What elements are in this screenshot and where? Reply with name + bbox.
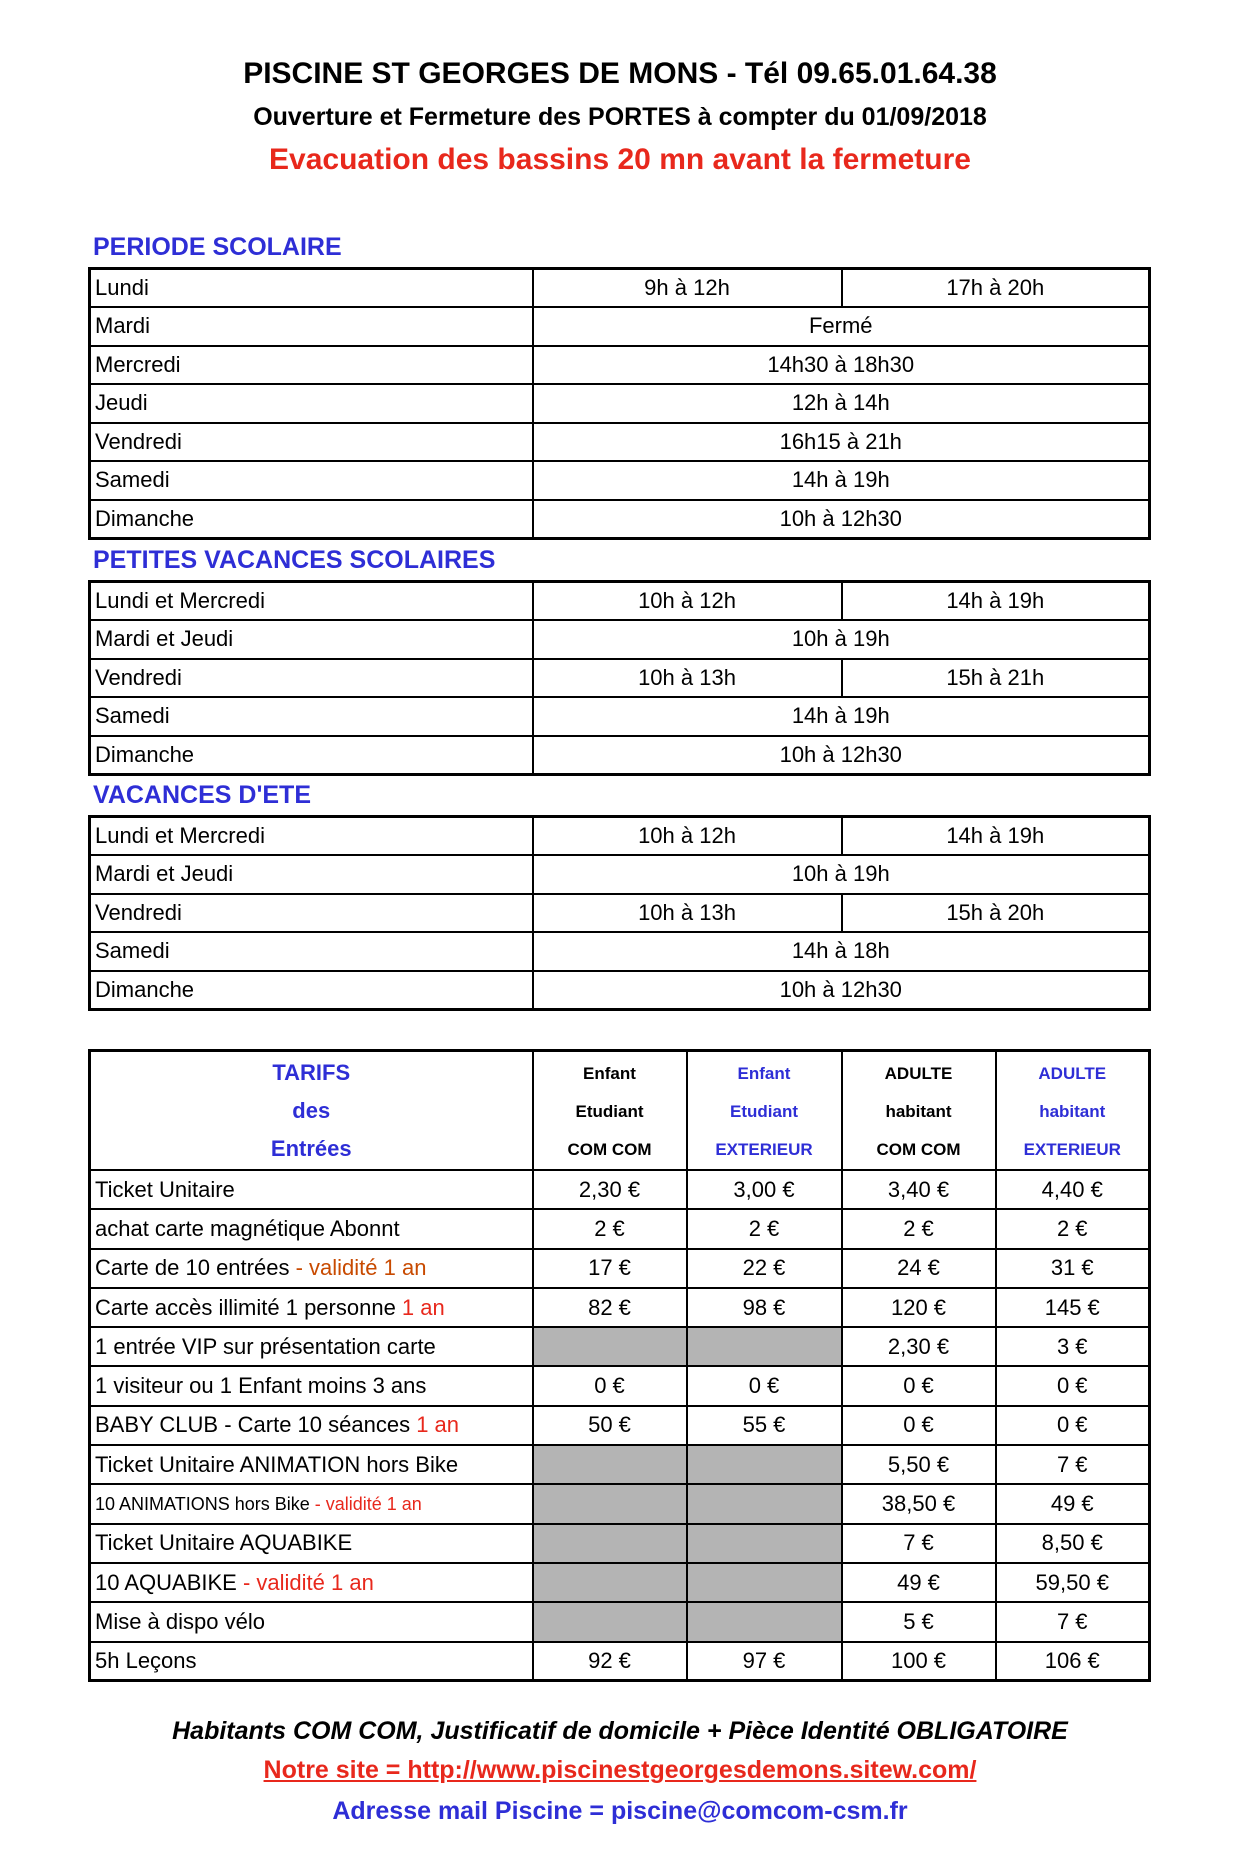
price-cell-unavailable	[687, 1445, 842, 1484]
tarif-row	[90, 1642, 1150, 1681]
column-header-line: Enfant	[583, 1064, 636, 1083]
price-cell: 38,50 €	[842, 1484, 996, 1523]
section-title-periode-scolaire: PERIODE SCOLAIRE	[93, 233, 342, 261]
price-cell: 98 €	[687, 1288, 842, 1327]
price-cell: 97 €	[687, 1642, 842, 1681]
price-cell: 8,50 €	[996, 1524, 1150, 1563]
column-header-line: Enfant	[737, 1064, 791, 1083]
tarif-validity-note: - validité 1 an	[289, 1255, 427, 1281]
price-cell: 50 €	[533, 1406, 687, 1445]
schedule-table-periode-scolaire	[88, 267, 1151, 540]
tarif-label-cell	[90, 1642, 533, 1681]
price-cell: 2 €	[687, 1209, 842, 1248]
price-cell-unavailable	[687, 1524, 842, 1563]
tarif-label: Carte accès illimité 1 personne	[95, 1294, 402, 1320]
hours-cell: Fermé	[533, 307, 1150, 346]
price-cell: 3,00 €	[687, 1170, 842, 1209]
price-cell: 24 €	[842, 1249, 996, 1288]
tarifs-title-line: TARIFS	[272, 1059, 351, 1085]
tarif-label-cell	[90, 1406, 533, 1445]
column-header-line: COM COM	[876, 1140, 961, 1159]
schedule-row	[90, 620, 1150, 659]
column-header-line: EXTERIEUR	[1023, 1140, 1121, 1159]
hours-cell: 10h à 12h30	[533, 971, 1150, 1010]
footer-note: Habitants COM COM, Justificatif de domicile + Pièce Identité OBLIGATOIRE	[172, 1717, 1068, 1745]
column-header-line: ADULTE	[884, 1064, 953, 1083]
price-cell: 0 €	[842, 1366, 996, 1405]
evacuation-warning: Evacuation des bassins 20 mn avant la fermeture	[269, 143, 971, 176]
day-cell: Lundi et Mercredi	[90, 817, 533, 856]
price-cell-unavailable	[687, 1563, 842, 1602]
price-cell: 49 €	[842, 1563, 996, 1602]
price-cell: 31 €	[996, 1249, 1150, 1288]
tarif-label: 1 entrée VIP sur présentation carte	[95, 1333, 436, 1359]
price-cell-unavailable	[687, 1327, 842, 1366]
day-cell: Mardi et Jeudi	[90, 855, 533, 894]
tarif-label-cell	[90, 1602, 533, 1641]
tarif-row	[90, 1484, 1150, 1523]
hours-cell: 14h à 18h	[533, 932, 1150, 971]
tarif-label-cell	[90, 1484, 533, 1523]
day-cell: Samedi	[90, 461, 533, 500]
price-cell: 5,50 €	[842, 1445, 996, 1484]
day-cell: Lundi	[90, 269, 533, 308]
price-cell-unavailable	[533, 1445, 687, 1484]
tarif-row	[90, 1288, 1150, 1327]
schedule-row	[90, 346, 1150, 385]
schedule-table-petites-vacances	[88, 580, 1151, 776]
tarif-label-cell	[90, 1249, 533, 1288]
price-cell: 59,50 €	[996, 1563, 1150, 1602]
price-cell-unavailable	[533, 1563, 687, 1602]
tarif-label-cell	[90, 1524, 533, 1563]
schedule-row	[90, 269, 1150, 308]
hours-cell-morning: 10h à 13h	[533, 659, 842, 698]
tarif-row	[90, 1327, 1150, 1366]
tarif-label: Carte de 10 entrées	[95, 1255, 290, 1281]
tarif-label: Ticket Unitaire AQUABIKE	[95, 1530, 353, 1556]
schedule-row	[90, 971, 1150, 1010]
price-cell: 106 €	[996, 1642, 1150, 1681]
price-cell: 0 €	[687, 1366, 842, 1405]
price-cell: 3,40 €	[842, 1170, 996, 1209]
tarifs-title-line: des	[292, 1097, 331, 1123]
schedule-row	[90, 307, 1150, 346]
schedule-table-vacances-ete	[88, 815, 1151, 1011]
day-cell: Mercredi	[90, 346, 533, 385]
tarif-label-cell	[90, 1327, 533, 1366]
schedule-row	[90, 736, 1150, 775]
price-cell: 0 €	[996, 1366, 1150, 1405]
tarifs-title-line: Entrées	[270, 1135, 352, 1161]
price-cell: 2 €	[996, 1209, 1150, 1248]
hours-cell: 14h à 19h	[533, 697, 1150, 736]
price-cell: 120 €	[842, 1288, 996, 1327]
price-cell: 7 €	[996, 1445, 1150, 1484]
tarif-label: 10 ANIMATIONS hors Bike	[95, 1493, 310, 1514]
tarif-validity-note: 1 an	[416, 1412, 460, 1438]
column-header	[533, 1051, 687, 1171]
price-cell: 17 €	[533, 1249, 687, 1288]
price-cell-unavailable	[533, 1327, 687, 1366]
price-cell: 2,30 €	[842, 1327, 996, 1366]
day-cell: Dimanche	[90, 971, 533, 1010]
column-header	[687, 1051, 842, 1171]
column-header-line: COM COM	[567, 1140, 652, 1159]
tarif-label: Ticket Unitaire ANIMATION hors Bike	[95, 1451, 459, 1477]
price-cell-unavailable	[533, 1602, 687, 1641]
tarif-label: 1 visiteur ou 1 Enfant moins 3 ans	[95, 1373, 427, 1399]
tarifs-header-row	[90, 1051, 1150, 1171]
schedule-row	[90, 384, 1150, 423]
schedule-row	[90, 817, 1150, 856]
schedule-row	[90, 932, 1150, 971]
column-header-line: Etudiant	[730, 1102, 798, 1121]
tarif-row	[90, 1249, 1150, 1288]
price-cell-unavailable	[687, 1602, 842, 1641]
column-header-line: habitant	[885, 1102, 952, 1121]
hours-cell-morning: 9h à 12h	[533, 269, 842, 308]
price-cell: 5 €	[842, 1602, 996, 1641]
price-cell-unavailable	[533, 1484, 687, 1523]
tarif-row	[90, 1366, 1150, 1405]
column-header-line: Etudiant	[575, 1102, 644, 1121]
day-cell: Vendredi	[90, 894, 533, 933]
price-cell: 0 €	[996, 1406, 1150, 1445]
tarif-validity-note: - validité 1 an	[309, 1493, 422, 1514]
price-cell: 82 €	[533, 1288, 687, 1327]
schedule-row	[90, 894, 1150, 933]
price-cell: 4,40 €	[996, 1170, 1150, 1209]
schedule-row	[90, 423, 1150, 462]
price-cell: 2 €	[842, 1209, 996, 1248]
hours-cell-afternoon: 15h à 21h	[842, 659, 1150, 698]
schedule-row	[90, 855, 1150, 894]
price-cell: 0 €	[842, 1406, 996, 1445]
hours-cell-morning: 10h à 13h	[533, 894, 842, 933]
day-cell: Lundi et Mercredi	[90, 582, 533, 621]
tarif-label-cell	[90, 1209, 533, 1248]
tarif-row	[90, 1563, 1150, 1602]
schedule-row	[90, 582, 1150, 621]
page-subtitle: Ouverture et Fermeture des PORTES à compter du 01/09/2018	[253, 103, 987, 131]
price-cell: 0 €	[533, 1366, 687, 1405]
tarif-row	[90, 1209, 1150, 1248]
tarif-row	[90, 1445, 1150, 1484]
tarif-label-cell	[90, 1170, 533, 1209]
price-cell: 2 €	[533, 1209, 687, 1248]
tarif-label: Mise à dispo vélo	[95, 1608, 265, 1634]
section-title-petites-vacances: PETITES VACANCES SCOLAIRES	[93, 546, 496, 574]
website-link[interactable]: Notre site = http://www.piscinestgeorgesdemons.sitew.com/	[263, 1756, 977, 1784]
day-cell: Vendredi	[90, 659, 533, 698]
tarifs-title-cell	[90, 1051, 533, 1171]
hours-cell: 14h30 à 18h30	[533, 346, 1150, 385]
day-cell: Jeudi	[90, 384, 533, 423]
price-cell: 100 €	[842, 1642, 996, 1681]
day-cell: Mardi et Jeudi	[90, 620, 533, 659]
day-cell: Vendredi	[90, 423, 533, 462]
price-cell: 7 €	[842, 1524, 996, 1563]
page-title: PISCINE ST GEORGES DE MONS - Tél 09.65.01.64.38	[243, 57, 997, 90]
tarif-validity-note: - validité 1 an	[236, 1569, 374, 1595]
tarif-row	[90, 1406, 1150, 1445]
day-cell: Samedi	[90, 932, 533, 971]
tarif-label: achat carte magnétique Abonnt	[95, 1215, 400, 1241]
schedule-row	[90, 461, 1150, 500]
column-header-line: habitant	[1039, 1102, 1106, 1121]
hours-cell: 10h à 12h30	[533, 736, 1150, 775]
schedule-row	[90, 500, 1150, 539]
price-cell-unavailable	[533, 1524, 687, 1563]
hours-cell: 10h à 19h	[533, 855, 1150, 894]
price-cell: 92 €	[533, 1642, 687, 1681]
tarif-label-cell	[90, 1563, 533, 1602]
tarifs-table	[88, 1049, 1151, 1682]
hours-cell-afternoon: 14h à 19h	[842, 817, 1150, 856]
tarif-label: BABY CLUB - Carte 10 séances	[95, 1412, 417, 1438]
hours-cell-morning: 10h à 12h	[533, 582, 842, 621]
tarif-label-cell	[90, 1366, 533, 1405]
tarif-row	[90, 1170, 1150, 1209]
hours-cell: 14h à 19h	[533, 461, 1150, 500]
hours-cell-afternoon: 14h à 19h	[842, 582, 1150, 621]
tarif-label: 10 AQUABIKE	[95, 1569, 237, 1595]
schedule-row	[90, 697, 1150, 736]
column-header	[996, 1051, 1150, 1171]
column-header-line: ADULTE	[1038, 1064, 1107, 1083]
tarif-label: Ticket Unitaire	[95, 1176, 235, 1202]
price-cell: 2,30 €	[533, 1170, 687, 1209]
day-cell: Samedi	[90, 697, 533, 736]
price-cell: 55 €	[687, 1406, 842, 1445]
column-header	[842, 1051, 996, 1171]
price-cell: 22 €	[687, 1249, 842, 1288]
tarif-label-cell	[90, 1288, 533, 1327]
section-title-vacances-ete: VACANCES D'ETE	[93, 781, 312, 809]
column-header-line: EXTERIEUR	[715, 1140, 813, 1159]
hours-cell: 16h15 à 21h	[533, 423, 1150, 462]
hours-cell-afternoon: 17h à 20h	[842, 269, 1150, 308]
price-cell: 7 €	[996, 1602, 1150, 1641]
price-cell-unavailable	[687, 1484, 842, 1523]
day-cell: Dimanche	[90, 500, 533, 539]
day-cell: Mardi	[90, 307, 533, 346]
tarif-row	[90, 1602, 1150, 1641]
email-address[interactable]: Adresse mail Piscine = piscine@comcom-csm.fr	[332, 1797, 908, 1825]
tarif-validity-note: 1 an	[401, 1294, 445, 1320]
schedule-row	[90, 659, 1150, 698]
hours-cell-morning: 10h à 12h	[533, 817, 842, 856]
tarif-label-cell	[90, 1445, 533, 1484]
tarif-label: 5h Leçons	[95, 1647, 197, 1673]
hours-cell: 10h à 12h30	[533, 500, 1150, 539]
day-cell: Dimanche	[90, 736, 533, 775]
hours-cell: 12h à 14h	[533, 384, 1150, 423]
tarif-row	[90, 1524, 1150, 1563]
price-cell: 3 €	[996, 1327, 1150, 1366]
hours-cell: 10h à 19h	[533, 620, 1150, 659]
hours-cell-afternoon: 15h à 20h	[842, 894, 1150, 933]
price-cell: 145 €	[996, 1288, 1150, 1327]
price-cell: 49 €	[996, 1484, 1150, 1523]
